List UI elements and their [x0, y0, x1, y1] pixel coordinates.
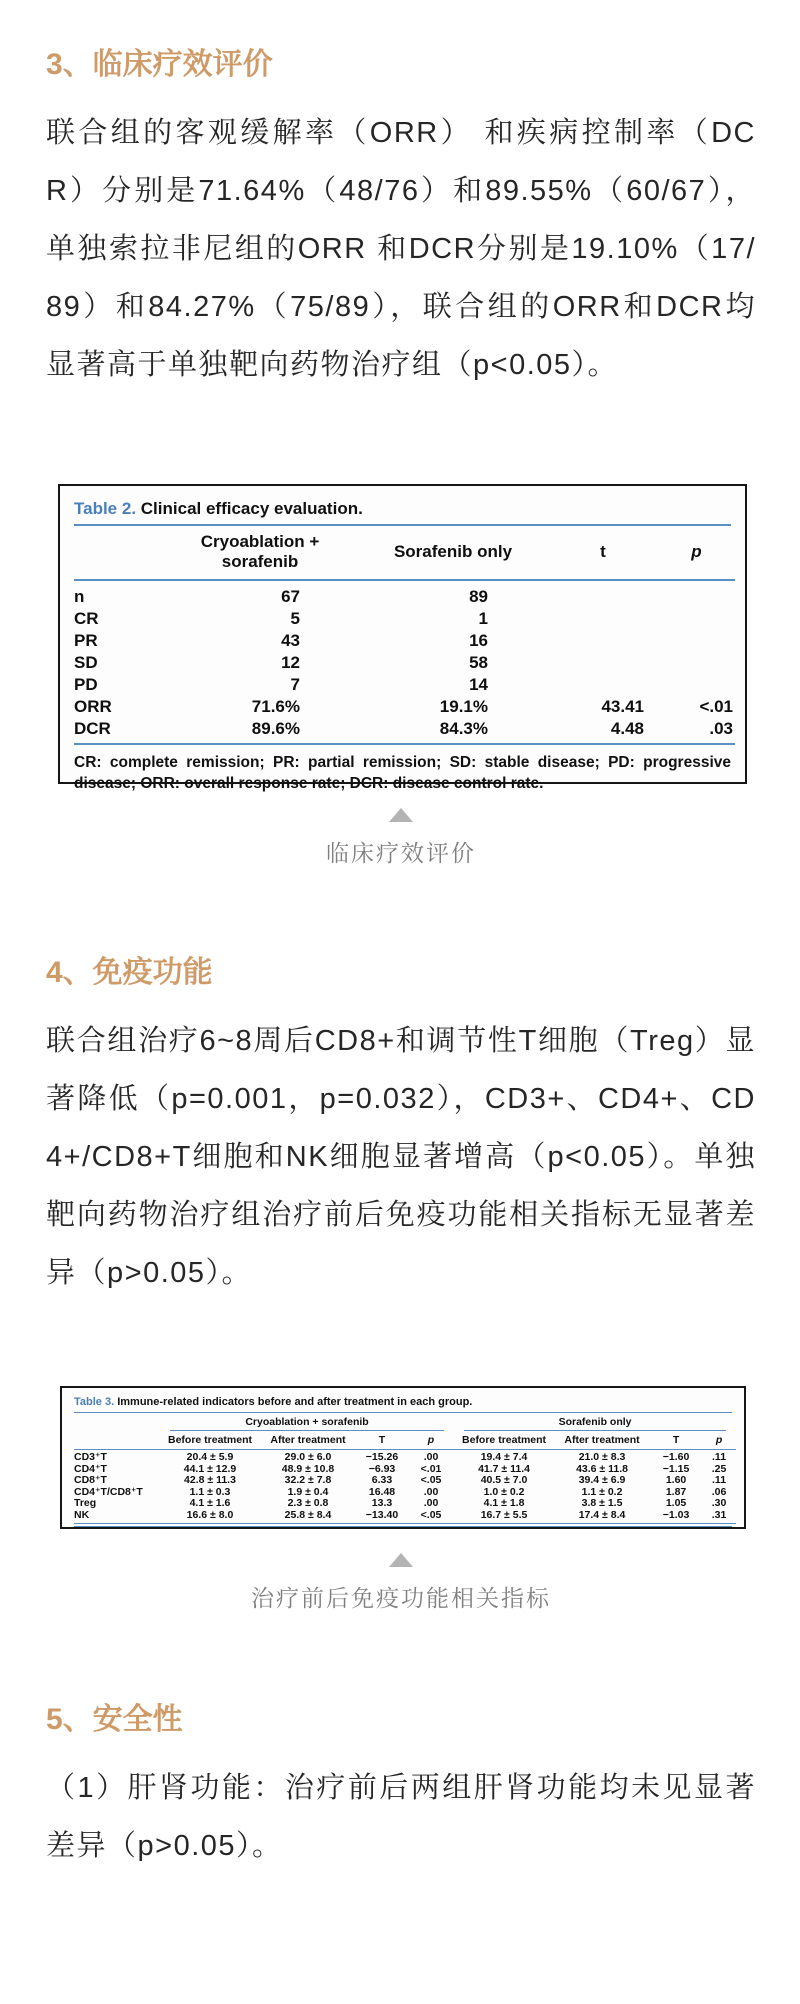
immune-paragraph: 联合组治疗6~8周后CD8+和调节性T细胞（Treg）显著降低（p=0.001，p=0.032），CD3+、CD4+、CD4+/CD8+T细胞和NK细胞显著增高（p<0.05）。单独靶向药物治疗组治疗前后免疫功能相关指标无显著差异（p>0.05）。 — [46, 1025, 756, 1289]
group1-label: Cryoablation + sorafenib — [170, 1416, 444, 1431]
safety-paragraph: （1）肝肾功能：治疗前后两组肝肾功能均未见显著差异（p>0.05）。 — [46, 1772, 756, 1862]
row-label: ORR — [74, 697, 112, 716]
cell: 25.8 ± 8.4 — [260, 1510, 356, 1524]
cell: .31 — [702, 1510, 736, 1524]
cell: 71.6% — [251, 697, 300, 716]
row-label: PR — [74, 631, 98, 650]
header-p2: p — [702, 1431, 736, 1450]
cell: 14 — [469, 675, 488, 694]
table3-title-text: Immune-related indicators before and after treatment in each group. — [117, 1396, 473, 1408]
cell: .30 — [711, 1497, 727, 1509]
table-row — [74, 696, 735, 718]
cell: 48.9 ± 10.8 — [281, 1462, 335, 1475]
cell: −13.40 — [356, 1510, 408, 1524]
header-cell-empty — [74, 526, 162, 580]
section-heading-immune: 4、免疫功能 — [46, 956, 213, 989]
section-safety — [46, 1701, 756, 1875]
row-label: Treg — [74, 1497, 97, 1509]
cell: 3.8 ± 1.5 — [581, 1497, 623, 1509]
table-row — [74, 1498, 736, 1510]
header-before2: Before treatment — [454, 1431, 554, 1450]
cell: <.01 — [420, 1462, 442, 1475]
figure-immune-indicators — [46, 1386, 756, 1613]
table2-title-label: Table 2. — [74, 499, 137, 518]
cell — [548, 630, 658, 652]
cell: 2.3 ± 0.8 — [287, 1497, 329, 1509]
row-label: n — [74, 587, 85, 606]
cell: 19.1% — [439, 697, 488, 716]
cell: .11 — [712, 1474, 727, 1486]
cell: 89.6% — [162, 718, 358, 744]
table2-title — [74, 498, 731, 519]
cell: 4.48 — [548, 718, 658, 744]
cell: 7 — [290, 675, 300, 694]
row-label: CD4⁺T — [74, 1462, 107, 1475]
header-cell-empty — [74, 1413, 160, 1431]
cell: 1.0 ± 0.2 — [483, 1485, 525, 1498]
table3 — [74, 1413, 736, 1524]
cell: −6.93 — [368, 1462, 396, 1475]
cell: 67 — [281, 587, 300, 606]
header-after2: After treatment — [554, 1431, 650, 1450]
cell: 12 — [281, 653, 300, 672]
section-efficacy — [46, 46, 756, 394]
cell: 16.48 — [368, 1485, 396, 1498]
table3-image — [60, 1386, 746, 1529]
table-row — [74, 674, 735, 696]
header-after1: After treatment — [260, 1431, 356, 1450]
cell: 42.8 ± 11.3 — [184, 1474, 236, 1486]
table3-group-row — [74, 1413, 736, 1431]
cell: 1.87 — [665, 1485, 687, 1498]
cell: 1.1 ± 0.3 — [189, 1485, 231, 1498]
cell: 4.1 ± 1.8 — [483, 1497, 525, 1509]
table2-title-text: Clinical efficacy evaluation. — [140, 499, 363, 518]
row-label: SD — [74, 653, 98, 672]
cell: .00 — [423, 1485, 439, 1498]
cell — [548, 652, 658, 674]
table3-title-label: Table 3. — [74, 1396, 115, 1408]
table3-caption: 治疗前后免疫功能相关指标 — [251, 1585, 551, 1611]
cell: .25 — [711, 1462, 727, 1475]
cell: −15.26 — [365, 1451, 399, 1463]
cell: 21.0 ± 8.3 — [578, 1451, 626, 1463]
table-row — [74, 718, 735, 744]
cell: 1.1 ± 0.2 — [581, 1485, 623, 1498]
section-heading-efficacy: 3、临床疗效评价 — [46, 48, 273, 81]
table-row — [74, 652, 735, 674]
cell: .03 — [658, 718, 735, 744]
header-cell-p: p — [658, 526, 735, 580]
group2-label: Sorafenib only — [464, 1416, 726, 1431]
triangle-up-icon — [389, 808, 413, 822]
cell — [658, 652, 735, 674]
row-label: CD8⁺T — [74, 1474, 107, 1486]
triangle-up-icon — [389, 1553, 413, 1567]
cell — [658, 580, 735, 608]
cell: 5 — [290, 609, 300, 628]
cell: −1.15 — [662, 1462, 690, 1475]
cell: −1.60 — [662, 1451, 690, 1463]
table-row — [74, 1475, 736, 1487]
cell: 44.1 ± 12.9 — [183, 1462, 237, 1475]
cell: 43.41 — [601, 697, 644, 716]
header-group2 — [454, 1413, 736, 1431]
row-label: CR — [74, 609, 99, 628]
cell: 1.9 ± 0.4 — [287, 1485, 329, 1498]
cell: 39.4 ± 6.9 — [578, 1474, 626, 1486]
cell: 1.60 — [665, 1474, 687, 1486]
row-label: NK — [74, 1510, 160, 1524]
cell: 32.2 ± 7.8 — [284, 1474, 332, 1486]
table-row — [74, 630, 735, 652]
header-p1: p — [408, 1431, 454, 1450]
cell: 41.7 ± 11.4 — [478, 1462, 530, 1475]
table2-footnote: CR: complete remission; PR: partial remission; SD: stable disease; PD: progressive disease; ORR: overall response rate; DCR: disease control rate. — [74, 754, 731, 792]
row-label: CD4⁺T/CD8⁺T — [74, 1485, 143, 1498]
cell: 16.6 ± 8.0 — [160, 1510, 260, 1524]
cell — [658, 608, 735, 630]
table-row — [74, 1450, 736, 1464]
figure-clinical-efficacy — [46, 484, 756, 868]
cell: 17.4 ± 8.4 — [554, 1510, 650, 1524]
cell: 58 — [469, 653, 488, 672]
table-row — [74, 580, 735, 608]
cell: 16.7 ± 5.5 — [454, 1510, 554, 1524]
table2-caption: 临床疗效评价 — [326, 840, 476, 866]
header-t1: T — [356, 1431, 408, 1450]
cell: 6.33 — [371, 1474, 393, 1486]
cell — [548, 674, 658, 696]
table-row — [74, 1487, 736, 1499]
table3-subheader-row — [74, 1431, 736, 1450]
row-label: DCR — [74, 718, 162, 744]
row-label: PD — [74, 675, 98, 694]
cell: 84.3% — [358, 718, 548, 744]
header-group1 — [160, 1413, 454, 1431]
header-cell-t: t — [548, 526, 658, 580]
section-immune — [46, 954, 756, 1302]
cell: 43 — [281, 631, 300, 650]
header-cell-empty — [74, 1431, 160, 1450]
table-row — [74, 1464, 736, 1476]
cell: .00 — [423, 1451, 439, 1463]
cell — [658, 630, 735, 652]
cell: 1 — [478, 609, 488, 628]
cell: <.05 — [420, 1474, 442, 1486]
cell — [548, 580, 658, 608]
header-before1: Before treatment — [160, 1431, 260, 1450]
cell: .00 — [423, 1497, 439, 1509]
cell: 4.1 ± 1.6 — [189, 1497, 231, 1509]
cell: 13.3 — [371, 1497, 393, 1509]
table-row — [74, 608, 735, 630]
table3-title — [74, 1396, 732, 1409]
section-heading-safety: 5、安全性 — [46, 1703, 183, 1736]
cell: 1.05 — [665, 1497, 687, 1509]
cell: 40.5 ± 7.0 — [480, 1474, 528, 1486]
cell: 43.6 ± 11.8 — [576, 1462, 628, 1475]
table2-image — [58, 484, 747, 792]
cell: .11 — [712, 1451, 727, 1463]
divider — [74, 1526, 732, 1527]
cell: 89 — [469, 587, 488, 606]
cell: 29.0 ± 6.0 — [284, 1451, 332, 1463]
table-row — [74, 1510, 736, 1524]
cell — [658, 674, 735, 696]
header-cell-group1: Cryoablation + sorafenib — [162, 526, 358, 580]
cell — [548, 608, 658, 630]
cell: −1.03 — [650, 1510, 702, 1524]
efficacy-paragraph: 联合组的客观缓解率（ORR） 和疾病控制率（DCR）分别是71.64%（48/76）和89.55%（60/67），单独索拉非尼组的ORR 和DCR分别是19.10%（17/89）和84.27%（75/89），联合组的ORR和DCR均显著高于单独靶向药物治疗组（p<0.05）。 — [46, 117, 756, 381]
cell: .06 — [711, 1485, 727, 1498]
table2 — [74, 526, 735, 745]
cell: 20.4 ± 5.9 — [186, 1451, 234, 1463]
cell: 16 — [469, 631, 488, 650]
table2-header-row — [74, 526, 735, 580]
header-cell-group2: Sorafenib only — [358, 526, 548, 580]
cell: 19.4 ± 7.4 — [480, 1451, 528, 1463]
row-label: CD3⁺T — [74, 1451, 107, 1463]
header-t2: T — [650, 1431, 702, 1450]
cell: <.05 — [408, 1510, 454, 1524]
cell: <.01 — [699, 697, 733, 716]
